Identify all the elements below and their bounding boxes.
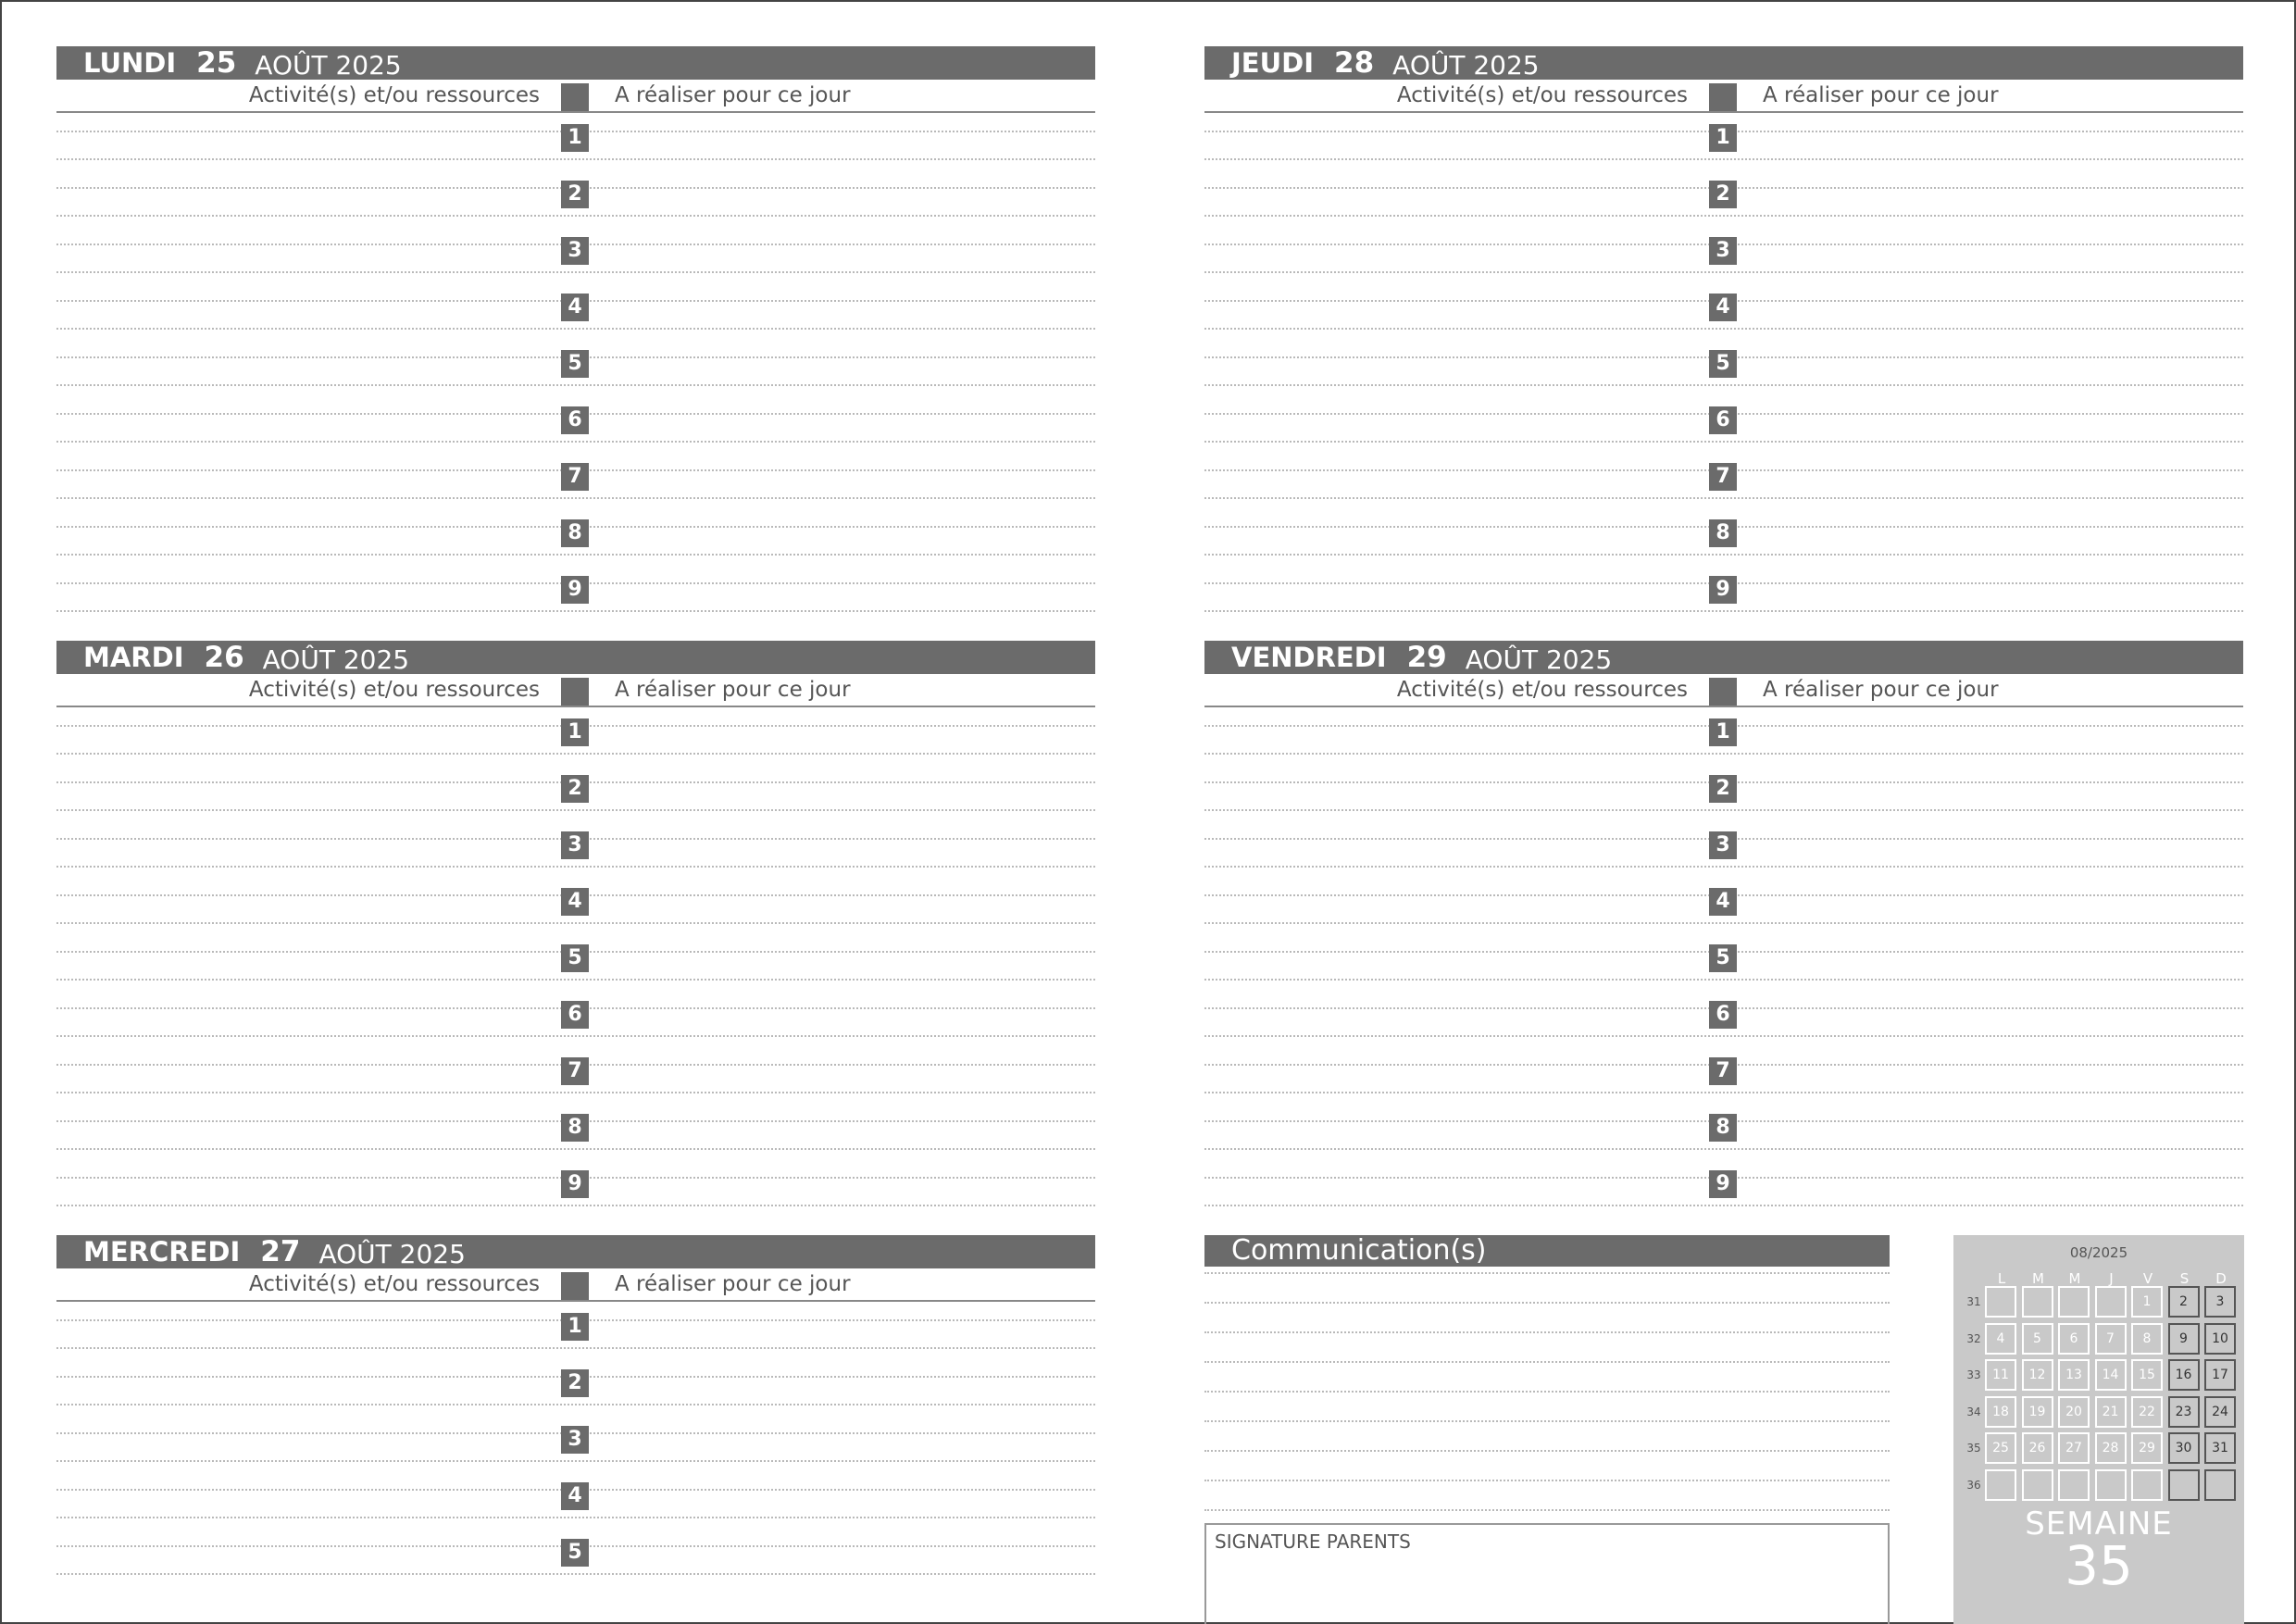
- column-activities-label: Activité(s) et/ou ressources: [248, 83, 540, 107]
- calendar-day: 9: [2168, 1323, 2200, 1355]
- period-number: 4: [1709, 888, 1737, 916]
- day-number: 25: [196, 46, 237, 80]
- entry-line: [56, 215, 1095, 217]
- period-number: 7: [1709, 1057, 1737, 1085]
- column-header: [56, 80, 1095, 113]
- day-header: [56, 641, 1095, 674]
- calendar-day: 14: [2095, 1359, 2127, 1391]
- period-number: 9: [1709, 1170, 1737, 1198]
- period-number: 9: [561, 1170, 589, 1198]
- entry-line: [56, 1460, 1095, 1462]
- column-marker: [561, 1272, 589, 1300]
- calendar-day: 21: [2095, 1396, 2127, 1428]
- entry-line: [56, 271, 1095, 273]
- calendar-day: 16: [2168, 1359, 2200, 1391]
- column-marker: [561, 83, 589, 111]
- entry-line: [56, 1404, 1095, 1405]
- weekday-label: M: [2032, 1270, 2044, 1287]
- period-number: 6: [1709, 406, 1737, 434]
- calendar-day: [2204, 1469, 2236, 1501]
- calendar-day: [2058, 1286, 2090, 1318]
- period-number: 4: [561, 1482, 589, 1510]
- period-number: 5: [1709, 350, 1737, 378]
- entry-line: [56, 1035, 1095, 1037]
- column-todo-label: A réaliser pour ce jour: [1763, 678, 1999, 702]
- entry-line: [1204, 554, 2243, 556]
- entry-line: [1204, 922, 2243, 924]
- entry-line: [56, 497, 1095, 499]
- entry-line: [1204, 979, 2243, 981]
- entry-line: [56, 384, 1095, 386]
- calendar-day: 6: [2058, 1323, 2090, 1355]
- entry-line: [1204, 328, 2243, 330]
- entry-line: [56, 866, 1095, 868]
- period-number: 8: [561, 1114, 589, 1142]
- calendar-month: 08/2025: [2069, 1244, 2128, 1261]
- entry-line: [1204, 809, 2243, 811]
- day-month: AOÛT 2025: [262, 644, 410, 675]
- calendar-day: 19: [2022, 1396, 2053, 1428]
- entry-line: [56, 554, 1095, 556]
- communication-line: [1204, 1331, 1890, 1333]
- entry-line: [56, 1573, 1095, 1575]
- week-label: SEMAINE: [2025, 1505, 2173, 1543]
- day-number: 27: [260, 1235, 301, 1268]
- entry-line: [56, 753, 1095, 755]
- period-number: 8: [1709, 1114, 1737, 1142]
- calendar-day: 3: [2204, 1286, 2236, 1318]
- column-activities-label: Activité(s) et/ou ressources: [248, 1272, 540, 1296]
- period-number: 5: [561, 944, 589, 972]
- calendar-day: [1985, 1286, 2016, 1318]
- entry-line: [56, 328, 1095, 330]
- entry-line: [56, 979, 1095, 981]
- period-number: 4: [561, 294, 589, 321]
- day-header: [56, 1235, 1095, 1268]
- calendar-day: 18: [1985, 1396, 2016, 1428]
- period-number: 8: [1709, 519, 1737, 547]
- day-name: LUNDI: [83, 47, 177, 79]
- week-number-label: 36: [1966, 1478, 1981, 1492]
- calendar-day: 12: [2022, 1359, 2053, 1391]
- day-name: JEUDI: [1231, 47, 1315, 79]
- period-number: 5: [561, 350, 589, 378]
- calendar-day: 22: [2131, 1396, 2163, 1428]
- day-month: AOÛT 2025: [255, 50, 402, 81]
- entry-line: [1204, 1148, 2243, 1150]
- entry-rows[interactable]: [1204, 707, 2243, 1217]
- column-header: [56, 674, 1095, 707]
- communication-line: [1204, 1420, 1890, 1422]
- entry-line: [56, 1347, 1095, 1349]
- communication-line: [1204, 1272, 1890, 1274]
- column-activities-label: Activité(s) et/ou ressources: [248, 678, 540, 702]
- entry-line: [1204, 384, 2243, 386]
- calendar-day: 26: [2022, 1432, 2053, 1464]
- calendar-day: [2022, 1286, 2053, 1318]
- day-block-mardi: [56, 641, 1095, 1217]
- calendar-day: 25: [1985, 1432, 2016, 1464]
- weekday-label: V: [2142, 1270, 2153, 1287]
- period-number: 2: [1709, 181, 1737, 208]
- calendar-day: 11: [1985, 1359, 2016, 1391]
- column-header: [1204, 674, 2243, 707]
- communication-line: [1204, 1509, 1890, 1511]
- entry-line: [1204, 610, 2243, 612]
- period-number: 3: [561, 831, 589, 859]
- calendar-day: 30: [2168, 1432, 2200, 1464]
- period-number: 5: [561, 1539, 589, 1567]
- period-number: 1: [1709, 124, 1737, 152]
- weekday-label: S: [2179, 1270, 2190, 1287]
- calendar-day: 7: [2095, 1323, 2127, 1355]
- week-number-label: 33: [1966, 1368, 1981, 1381]
- calendar-day: 4: [1985, 1323, 2016, 1355]
- day-name: VENDREDI: [1231, 642, 1387, 673]
- column-todo-label: A réaliser pour ce jour: [615, 83, 851, 107]
- period-number: 7: [561, 1057, 589, 1085]
- week-number: 35: [2065, 1534, 2133, 1597]
- period-number: 6: [561, 406, 589, 434]
- period-number: 3: [561, 1426, 589, 1454]
- day-block-lundi: [56, 46, 1095, 622]
- week-number-label: 35: [1966, 1442, 1981, 1455]
- period-number: 4: [561, 888, 589, 916]
- entry-rows[interactable]: [56, 1302, 1095, 1596]
- communication-line: [1204, 1302, 1890, 1304]
- entry-line: [56, 158, 1095, 160]
- entry-line: [56, 1517, 1095, 1518]
- period-number: 8: [561, 519, 589, 547]
- entry-line: [56, 1148, 1095, 1150]
- calendar-day: [2058, 1469, 2090, 1501]
- period-number: 1: [1709, 718, 1737, 746]
- day-block-jeudi: [1204, 46, 2243, 622]
- period-number: 1: [561, 718, 589, 746]
- day-name: MERCREDI: [83, 1236, 241, 1268]
- period-number: 7: [1709, 463, 1737, 491]
- communication-line: [1204, 1480, 1890, 1481]
- calendar-day: 10: [2204, 1323, 2236, 1355]
- communication-lines[interactable]: [1204, 1267, 1890, 1544]
- day-number: 26: [204, 641, 244, 674]
- day-header: [1204, 641, 2243, 674]
- calendar-day: [1985, 1469, 2016, 1501]
- weekday-label: J: [2109, 1270, 2114, 1287]
- day-number: 29: [1406, 641, 1447, 674]
- communication-section: [1204, 1235, 1890, 1544]
- entry-line: [56, 441, 1095, 443]
- entry-line: [1204, 215, 2243, 217]
- entry-line: [56, 922, 1095, 924]
- period-number: 3: [1709, 831, 1737, 859]
- column-activities-label: Activité(s) et/ou ressources: [1396, 83, 1688, 107]
- communication-title: Communication(s): [1204, 1235, 1890, 1267]
- period-number: 7: [561, 463, 589, 491]
- calendar-day: [2095, 1286, 2127, 1318]
- entry-line: [1204, 1205, 2243, 1206]
- calendar-day: [2131, 1469, 2163, 1501]
- entry-line: [56, 1205, 1095, 1206]
- period-number: 9: [561, 576, 589, 604]
- calendar-day: 17: [2204, 1359, 2236, 1391]
- column-todo-label: A réaliser pour ce jour: [615, 678, 851, 702]
- calendar-day: 23: [2168, 1396, 2200, 1428]
- entry-line: [1204, 441, 2243, 443]
- column-todo-label: A réaliser pour ce jour: [1763, 83, 1999, 107]
- period-number: 9: [1709, 576, 1737, 604]
- entry-line: [1204, 158, 2243, 160]
- column-todo-label: A réaliser pour ce jour: [615, 1272, 851, 1296]
- calendar-day: 15: [2131, 1359, 2163, 1391]
- period-number: 2: [561, 1369, 589, 1397]
- day-header: [1204, 46, 2243, 80]
- entry-line: [1204, 271, 2243, 273]
- period-number: 6: [561, 1001, 589, 1029]
- column-marker: [1709, 83, 1737, 111]
- column-activities-label: Activité(s) et/ou ressources: [1396, 678, 1688, 702]
- column-marker: [561, 678, 589, 706]
- calendar-day: 20: [2058, 1396, 2090, 1428]
- period-number: 6: [1709, 1001, 1737, 1029]
- calendar-day: 31: [2204, 1432, 2236, 1464]
- weekday-label: D: [2215, 1270, 2227, 1287]
- signature-box[interactable]: [1204, 1523, 1890, 1624]
- mini-calendar: [1953, 1235, 2244, 1624]
- calendar-day: [2022, 1469, 2053, 1501]
- entry-line: [56, 809, 1095, 811]
- period-number: 2: [561, 775, 589, 803]
- week-number-label: 34: [1966, 1405, 1981, 1418]
- entry-line: [1204, 866, 2243, 868]
- entry-line: [1204, 1092, 2243, 1093]
- calendar-day: [2168, 1469, 2200, 1501]
- communication-line: [1204, 1391, 1890, 1393]
- day-month: AOÛT 2025: [1465, 644, 1613, 675]
- entry-line: [1204, 753, 2243, 755]
- day-header: [56, 46, 1095, 80]
- calendar-day: [2095, 1469, 2127, 1501]
- entry-line: [1204, 1035, 2243, 1037]
- period-number: 3: [1709, 237, 1737, 265]
- calendar-day: 5: [2022, 1323, 2053, 1355]
- communication-line: [1204, 1361, 1890, 1363]
- day-month: AOÛT 2025: [318, 1239, 466, 1269]
- entry-rows[interactable]: [1204, 113, 2243, 622]
- entry-line: [56, 610, 1095, 612]
- calendar-day: 1: [2131, 1286, 2163, 1318]
- period-number: 4: [1709, 294, 1737, 321]
- week-number-label: 31: [1966, 1295, 1981, 1308]
- weekday-label: L: [1997, 1270, 2006, 1287]
- period-number: 2: [1709, 775, 1737, 803]
- period-number: 1: [561, 1313, 589, 1341]
- calendar-day: 8: [2131, 1323, 2163, 1355]
- communication-line: [1204, 1450, 1890, 1452]
- weekday-label: M: [2068, 1270, 2081, 1287]
- period-number: 1: [561, 124, 589, 152]
- column-header: [1204, 80, 2243, 113]
- day-number: 28: [1334, 46, 1375, 80]
- period-number: 2: [561, 181, 589, 208]
- calendar-day: 2: [2168, 1286, 2200, 1318]
- calendar-day: 13: [2058, 1359, 2090, 1391]
- entry-line: [56, 1092, 1095, 1093]
- day-block-mercredi: [56, 1235, 1095, 1596]
- calendar-day: 24: [2204, 1396, 2236, 1428]
- signature-label: SIGNATURE PARENTS: [1215, 1530, 1411, 1553]
- entry-rows[interactable]: [56, 113, 1095, 622]
- calendar-day: 29: [2131, 1432, 2163, 1464]
- calendar-day: 28: [2095, 1432, 2127, 1464]
- column-header: [56, 1268, 1095, 1302]
- period-number: 5: [1709, 944, 1737, 972]
- day-block-vendredi: [1204, 641, 2243, 1217]
- week-number-label: 32: [1966, 1331, 1981, 1345]
- column-marker: [1709, 678, 1737, 706]
- day-month: AOÛT 2025: [1392, 50, 1540, 81]
- period-number: 3: [561, 237, 589, 265]
- entry-line: [1204, 497, 2243, 499]
- day-name: MARDI: [83, 642, 184, 673]
- calendar-day: 27: [2058, 1432, 2090, 1464]
- entry-rows[interactable]: [56, 707, 1095, 1217]
